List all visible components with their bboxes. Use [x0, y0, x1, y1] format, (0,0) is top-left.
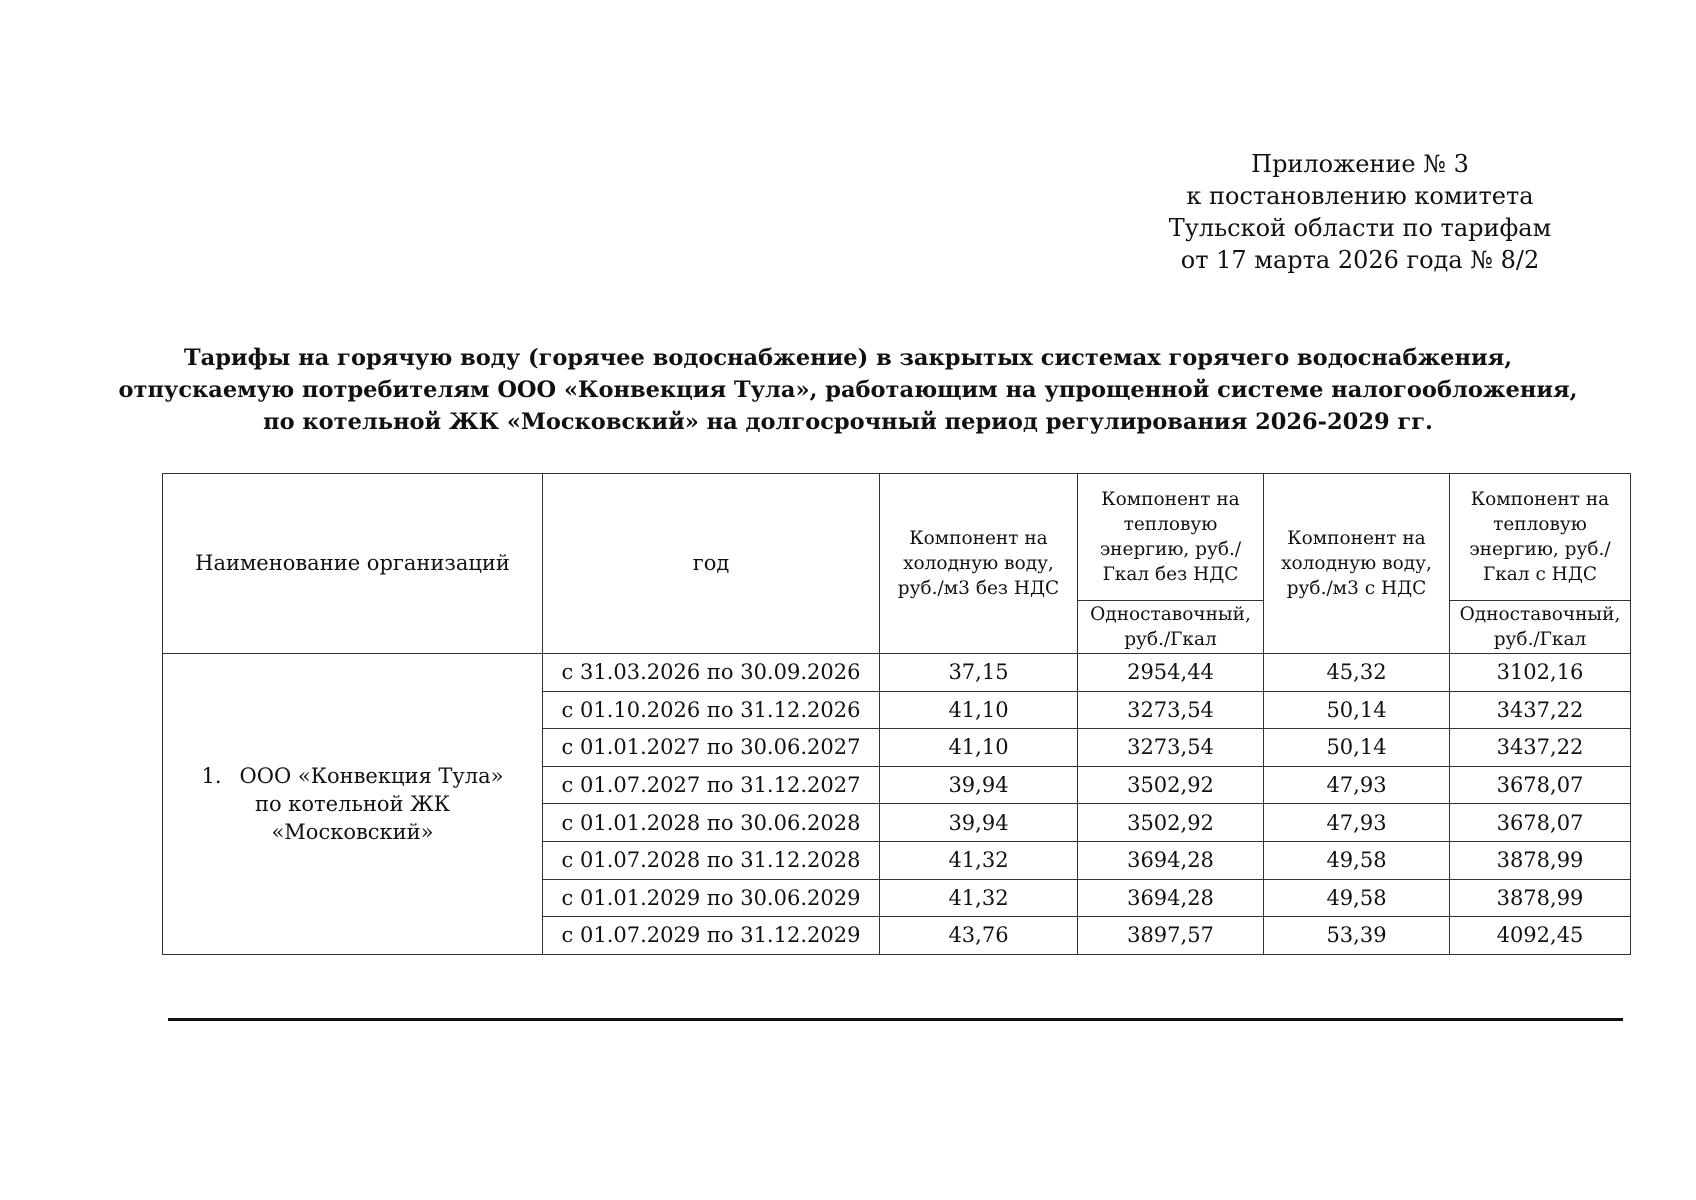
period-cell: с 01.01.2027 по 30.06.2027: [543, 729, 880, 767]
heat-vat-cell: 3102,16: [1450, 654, 1631, 692]
org-number: 1.: [201, 763, 222, 788]
period-cell: с 01.01.2029 по 30.06.2029: [543, 879, 880, 917]
appendix-header: [1130, 148, 1590, 276]
header-heat-vat: Компонент на тепловую энергию, руб./Гкал с НДС: [1450, 474, 1631, 601]
tariffs-table: [162, 473, 1631, 955]
org-name-line-2: по котельной ЖК: [254, 791, 451, 816]
appendix-number: Приложение № 3: [1251, 150, 1469, 178]
period-cell: с 01.10.2026 по 31.12.2026: [543, 691, 880, 729]
header-heat-no-vat-sub: Одноставочный, руб./Гкал: [1078, 601, 1264, 654]
cold-no-vat-cell: 41,10: [880, 691, 1078, 729]
heat-no-vat-cell: 3694,28: [1078, 841, 1264, 879]
heat-no-vat-cell: 3897,57: [1078, 917, 1264, 955]
period-cell: с 01.07.2029 по 31.12.2029: [543, 917, 880, 955]
cold-vat-cell: 47,93: [1264, 804, 1450, 842]
heat-vat-cell: 3678,07: [1450, 804, 1631, 842]
header-year: год: [543, 474, 880, 654]
heat-vat-cell: 4092,45: [1450, 917, 1631, 955]
cold-no-vat-cell: 41,32: [880, 879, 1078, 917]
period-cell: с 01.07.2028 по 31.12.2028: [543, 841, 880, 879]
period-cell: с 31.03.2026 по 30.09.2026: [543, 654, 880, 692]
heat-no-vat-cell: 3502,92: [1078, 766, 1264, 804]
org-name-cell: [163, 654, 543, 955]
heat-vat-cell: 3678,07: [1450, 766, 1631, 804]
period-cell: с 01.07.2027 по 31.12.2027: [543, 766, 880, 804]
heat-no-vat-cell: 2954,44: [1078, 654, 1264, 692]
cold-vat-cell: 45,32: [1264, 654, 1450, 692]
heat-no-vat-cell: 3273,54: [1078, 729, 1264, 767]
document-title: [60, 342, 1636, 438]
title-line-1: Тарифы на горячую воду (горячее водоснабжение) в закрытых системах горячего водоснабжения,: [183, 345, 1513, 371]
appendix-resolution: к постановлению комитета: [1186, 182, 1534, 210]
heat-no-vat-cell: 3502,92: [1078, 804, 1264, 842]
heat-vat-cell: 3878,99: [1450, 879, 1631, 917]
cold-vat-cell: 53,39: [1264, 917, 1450, 955]
cold-no-vat-cell: 39,94: [880, 804, 1078, 842]
header-cold-no-vat: Компонент на холодную воду, руб./м3 без НДС: [880, 474, 1078, 654]
header-cold-vat: Компонент на холодную воду, руб./м3 с НДС: [1264, 474, 1450, 654]
cold-vat-cell: 47,93: [1264, 766, 1450, 804]
bottom-divider: [168, 1018, 1623, 1021]
org-name: [169, 762, 536, 846]
cold-vat-cell: 49,58: [1264, 879, 1450, 917]
org-name-line-1: ООО «Конвекция Тула»: [239, 763, 504, 788]
cold-no-vat-cell: 37,15: [880, 654, 1078, 692]
heat-vat-cell: 3437,22: [1450, 729, 1631, 767]
header-org: Наименование организаций: [163, 474, 543, 654]
header-heat-no-vat: Компонент на тепловую энергию, руб./Гкал без НДС: [1078, 474, 1264, 601]
title-line-3: по котельной ЖК «Московский» на долгосрочный период регулирования 2026-2029 гг.: [263, 409, 1433, 435]
appendix-date: от 17 марта 2026 года № 8/2: [1180, 246, 1540, 274]
heat-no-vat-cell: 3273,54: [1078, 691, 1264, 729]
table-row: [163, 654, 1631, 692]
cold-no-vat-cell: 41,10: [880, 729, 1078, 767]
cold-no-vat-cell: 39,94: [880, 766, 1078, 804]
cold-no-vat-cell: 41,32: [880, 841, 1078, 879]
cold-vat-cell: 50,14: [1264, 691, 1450, 729]
header-heat-vat-sub: Одноставочный, руб./Гкал: [1450, 601, 1631, 654]
cold-vat-cell: 49,58: [1264, 841, 1450, 879]
appendix-committee: Тульской области по тарифам: [1168, 214, 1552, 242]
title-line-2: отпускаемую потребителям ООО «Конвекция Тула», работающим на упрощенной системе налогообложения,: [118, 377, 1578, 403]
heat-vat-cell: 3437,22: [1450, 691, 1631, 729]
org-name-line-3: «Московский»: [271, 819, 434, 844]
heat-vat-cell: 3878,99: [1450, 841, 1631, 879]
heat-no-vat-cell: 3694,28: [1078, 879, 1264, 917]
cold-vat-cell: 50,14: [1264, 729, 1450, 767]
period-cell: с 01.01.2028 по 30.06.2028: [543, 804, 880, 842]
cold-no-vat-cell: 43,76: [880, 917, 1078, 955]
